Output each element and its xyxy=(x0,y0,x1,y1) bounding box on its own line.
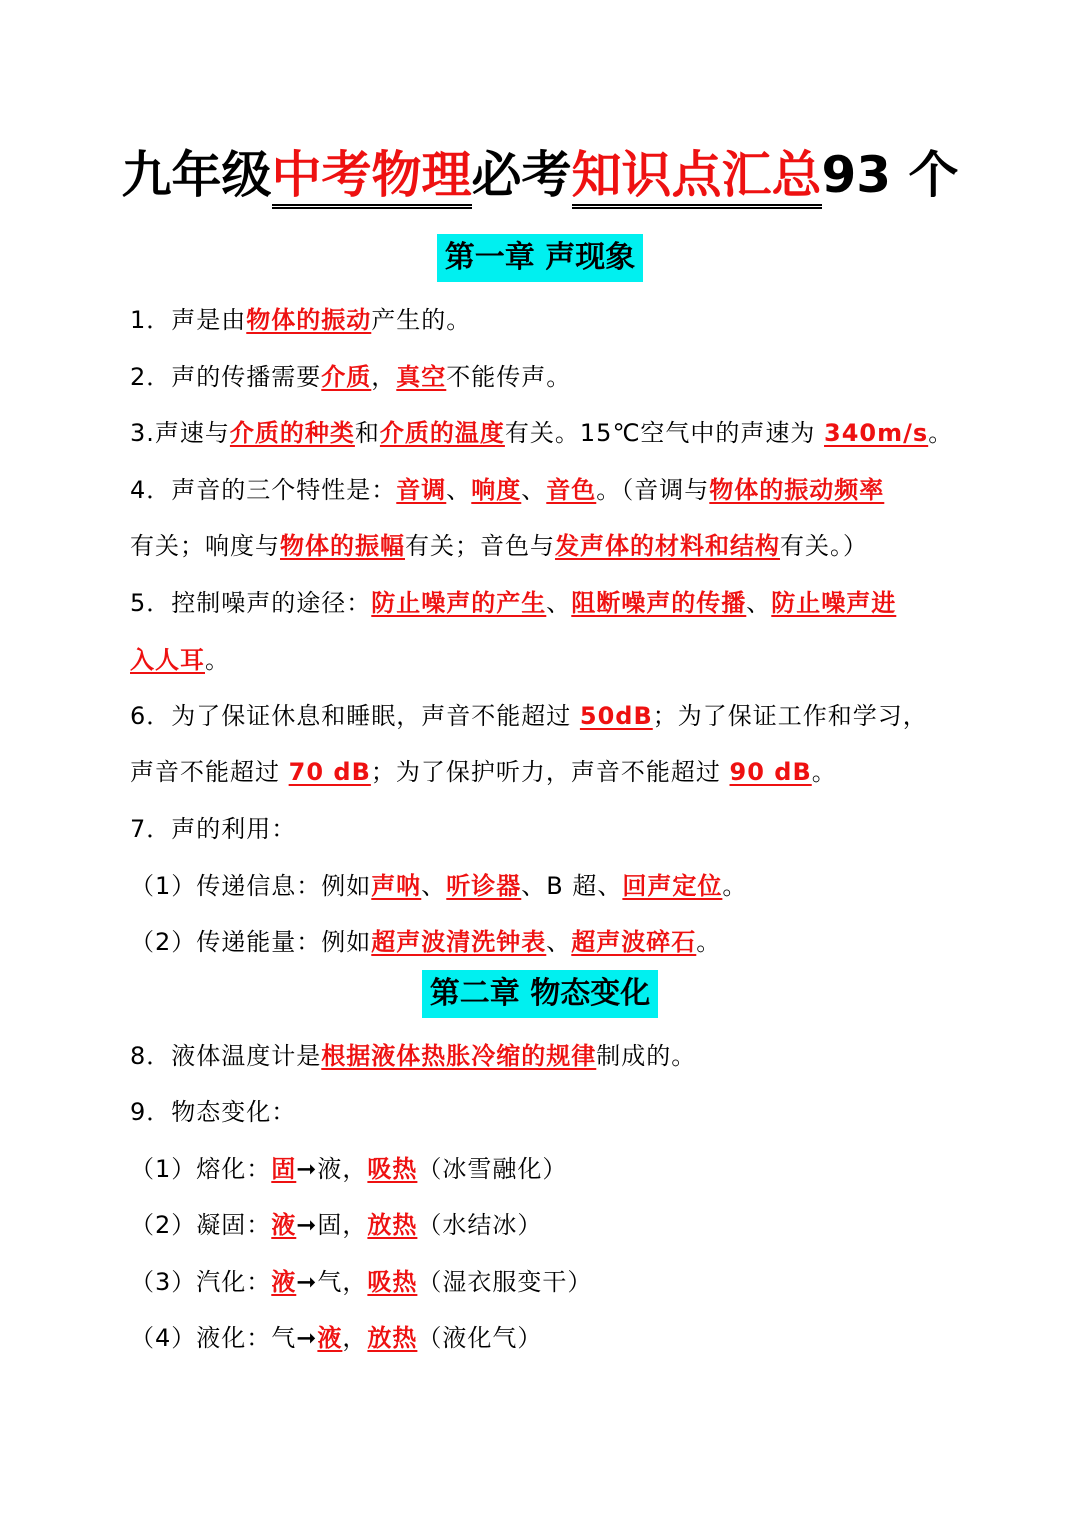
key-term: 液 xyxy=(271,1268,297,1296)
key-term: 50dB xyxy=(579,702,653,730)
knowledge-line: 2．声的传播需要介质，真空不能传声。 xyxy=(130,363,572,391)
key-term: 防止噪声进 xyxy=(771,589,897,617)
key-term: 音调 xyxy=(396,476,447,504)
knowledge-line: （3）汽化：液➞气，吸热（湿衣服变干） xyxy=(130,1268,593,1296)
key-term: 固 xyxy=(271,1155,297,1183)
knowledge-line: 7．声的利用： xyxy=(130,815,297,843)
knowledge-line: 有关；响度与物体的振幅有关；音色与发声体的材料和结构有关。） xyxy=(130,532,868,560)
key-term: 音色 xyxy=(546,476,597,504)
key-term: 介质的温度 xyxy=(379,419,505,447)
key-term: 物体的振幅 xyxy=(280,532,405,560)
knowledge-line: （2）凝固：液➞固，放热（水结冰） xyxy=(130,1211,543,1239)
knowledge-line: 4．声音的三个特性是：音调、响度、音色。（音调与物体的振动频率 xyxy=(130,476,885,504)
title-part: 九年级 xyxy=(121,146,272,204)
key-term: 340m/s xyxy=(824,419,929,447)
key-term: 声呐 xyxy=(371,872,422,900)
key-term: 超声波清洗钟表 xyxy=(371,928,547,956)
knowledge-line: （2）传递能量：例如超声波清洗钟表、超声波碎石。 xyxy=(130,928,722,956)
key-term: 介质的种类 xyxy=(229,419,355,447)
key-term: 响度 xyxy=(471,476,522,504)
knowledge-line: 声音不能超过 70 dB；为了保护听力，声音不能超过 90 dB。 xyxy=(130,758,837,786)
key-term: 液 xyxy=(317,1324,343,1352)
key-term: 回声定位 xyxy=(622,872,723,900)
chapter-heading: 第一章 声现象 xyxy=(0,234,1080,282)
key-term: 阻断噪声的传播 xyxy=(571,589,747,617)
key-term: 防止噪声的产生 xyxy=(371,589,547,617)
page-title xyxy=(0,140,1080,210)
knowledge-line: 8．液体温度计是根据液体热胀冷缩的规律制成的。 xyxy=(130,1042,697,1070)
knowledge-line: 3.声速与介质的种类和介质的温度有关。15℃空气中的声速为 340m/s。 xyxy=(130,419,954,447)
knowledge-line: 1．声是由物体的振动产生的。 xyxy=(130,306,472,334)
title-part: 必考 xyxy=(471,146,572,204)
key-term: 听诊器 xyxy=(446,872,522,900)
title-highlight: 知识点汇总 xyxy=(572,146,822,209)
key-term: 物体的振动 xyxy=(246,306,372,334)
title-highlight: 中考物理 xyxy=(272,146,472,209)
knowledge-line: 5．控制噪声的途径：防止噪声的产生、阻断噪声的传播、防止噪声进 xyxy=(130,589,897,617)
title-part: 93 个 xyxy=(821,146,959,204)
key-term: 根据液体热胀冷缩的规律 xyxy=(321,1042,597,1070)
key-term: 吸热 xyxy=(367,1268,418,1296)
knowledge-line: 入人耳。 xyxy=(130,646,230,674)
key-term: 液 xyxy=(271,1211,297,1239)
knowledge-line: （1）熔化：固➞液，吸热（冰雪融化） xyxy=(130,1155,568,1183)
knowledge-line: 9．物态变化： xyxy=(130,1098,297,1126)
key-term: 放热 xyxy=(367,1324,418,1352)
key-term: 入人耳 xyxy=(130,646,205,674)
key-term: 介质 xyxy=(321,363,372,391)
knowledge-line: 6．为了保证休息和睡眠，声音不能超过 50dB；为了保证工作和学习， xyxy=(130,702,928,730)
key-term: 放热 xyxy=(367,1211,418,1239)
key-term: 真空 xyxy=(396,363,447,391)
key-term: 超声波碎石 xyxy=(571,928,697,956)
chapter-heading: 第二章 物态变化 xyxy=(0,970,1080,1018)
key-term: 发声体的材料和结构 xyxy=(555,532,780,560)
key-term: 90 dB xyxy=(729,758,812,786)
knowledge-line: （1）传递信息：例如声呐、听诊器、B 超、回声定位。 xyxy=(130,872,748,900)
key-term: 物体的振动频率 xyxy=(709,476,885,504)
key-term: 吸热 xyxy=(367,1155,418,1183)
knowledge-line: （4）液化：气➞液，放热（液化气） xyxy=(130,1324,543,1352)
key-term: 70 dB xyxy=(288,758,371,786)
